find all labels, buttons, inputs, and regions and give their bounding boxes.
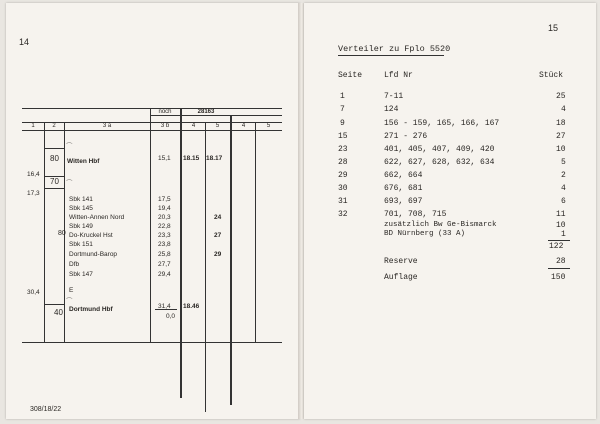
departure-cell: 27 xyxy=(214,232,222,239)
stueck-cell: 4 xyxy=(561,105,566,114)
seite-cell: 9 xyxy=(340,119,345,128)
seite-cell: 23 xyxy=(338,145,348,154)
km-cell: 0,0 xyxy=(166,313,176,320)
seite-cell: 7 xyxy=(340,105,345,114)
reserve-count: 28 xyxy=(556,257,566,266)
column-divider xyxy=(205,122,206,412)
km-cell: 27,7 xyxy=(158,261,171,268)
column-divider-bold xyxy=(230,115,232,405)
departure-cell: 18.17 xyxy=(206,155,223,162)
header-col: 3 b xyxy=(160,123,170,129)
seite-cell: 28 xyxy=(338,158,348,167)
header-train-number: 28163 xyxy=(197,109,215,115)
stueck-cell: 5 xyxy=(561,158,566,167)
station-cell: Dortmund Hbf xyxy=(69,306,113,313)
column-divider xyxy=(255,122,256,342)
left-page-number: 14 xyxy=(19,37,30,47)
seite-cell: 30 xyxy=(338,184,348,193)
speed-cell: 80 xyxy=(50,154,59,163)
station-cell: Sbk 141 xyxy=(69,196,93,203)
right-page-number: 15 xyxy=(548,23,559,33)
header-col: 3 a xyxy=(102,123,112,129)
extra-recipient-2-count: 1 xyxy=(561,230,566,239)
sum-rule xyxy=(548,268,570,269)
header-col: 1 xyxy=(31,123,35,129)
header-col: 2 xyxy=(52,123,56,129)
extra-recipient-1: zusätzlich Bw Ge-Bismarck xyxy=(384,221,497,229)
speed-cell: 40 xyxy=(54,308,63,317)
stueck-cell: 18 xyxy=(556,119,566,128)
speed-bracket xyxy=(44,304,64,305)
lfd-cell: 676, 681 xyxy=(384,184,423,193)
col-header-lfd: Lfd Nr xyxy=(384,71,413,80)
station-cell: Dortmund-Barop xyxy=(69,251,118,258)
header-col: 4 xyxy=(241,123,246,129)
arrival-cell: 18.15 xyxy=(183,155,200,162)
column-divider xyxy=(150,108,151,342)
station-cell: Witten-Annen Nord xyxy=(69,214,125,221)
header-bottom-rule xyxy=(22,130,282,131)
distribution-title: Verteiler zu Fplo 5520 xyxy=(338,44,451,54)
seite-cell: 15 xyxy=(338,132,348,141)
speed-cell: 80 xyxy=(58,230,66,237)
km-marker-cell: 17,3 xyxy=(27,190,40,197)
km-cell: 22,8 xyxy=(158,223,171,230)
km-cell: 20,3 xyxy=(158,214,171,221)
header-noch: noch xyxy=(158,109,172,115)
header-rule xyxy=(150,115,282,116)
departure-cell: 24 xyxy=(214,214,222,221)
column-divider-bold xyxy=(180,108,182,398)
seite-cell: 1 xyxy=(340,92,345,101)
extra-recipient-1-count: 10 xyxy=(556,221,566,230)
station-cell: Witten Hbf xyxy=(67,158,100,165)
lfd-cell: 124 xyxy=(384,105,399,114)
lfd-cell: 7-11 xyxy=(384,92,404,101)
track-mark: ⌒ xyxy=(66,298,73,305)
station-cell: Do-Kruckel Hst xyxy=(69,232,113,239)
km-cell: 23,3 xyxy=(158,232,171,239)
seite-cell: 32 xyxy=(338,210,348,219)
speed-bracket xyxy=(44,188,64,189)
lfd-cell: 401, 405, 407, 409, 420 xyxy=(384,145,495,154)
km-cell: 23,8 xyxy=(158,241,171,248)
lfd-cell: 156 - 159, 165, 166, 167 xyxy=(384,119,500,128)
station-cell: Sbk 151 xyxy=(69,241,93,248)
speed-cell: 70 xyxy=(50,177,59,186)
track-mark: ⌒ xyxy=(66,143,73,150)
lfd-cell: 701, 708, 715 xyxy=(384,210,447,219)
station-cell: Sbk 149 xyxy=(69,223,93,230)
km-cell: 17,5 xyxy=(158,196,171,203)
station-cell: E xyxy=(69,287,74,294)
auflage-count: 150 xyxy=(551,273,566,282)
km-marker-cell: 16,4 xyxy=(27,171,40,178)
arrival-cell: 18.46 xyxy=(183,303,200,310)
km-cell: 19,4 xyxy=(158,205,171,212)
seite-cell: 31 xyxy=(338,197,348,206)
header-col: 4 xyxy=(191,123,196,129)
station-cell: Sbk 145 xyxy=(69,205,93,212)
track-mark: ⌒ xyxy=(66,180,73,187)
lfd-cell: 693, 697 xyxy=(384,197,423,206)
stueck-cell: 6 xyxy=(561,197,566,206)
station-cell: Dfb xyxy=(69,261,80,268)
km-cell: 31,4 xyxy=(158,303,171,310)
station-cell: Sbk 147 xyxy=(69,271,93,278)
seite-cell: 29 xyxy=(338,171,348,180)
stueck-cell: 2 xyxy=(561,171,566,180)
km-cell: 15,1 xyxy=(158,155,171,162)
extra-recipient-2: BD Nürnberg (33 A) xyxy=(384,230,466,238)
lfd-cell: 622, 627, 628, 632, 634 xyxy=(384,158,495,167)
lfd-cell: 662, 664 xyxy=(384,171,423,180)
column-divider xyxy=(44,122,45,342)
stueck-cell: 25 xyxy=(556,92,566,101)
sum-rule xyxy=(548,240,570,241)
header-col: 5 xyxy=(266,123,271,129)
footer-code: 308/18/22 xyxy=(30,406,62,413)
col-header-seite: Seite xyxy=(338,71,363,80)
speed-bracket xyxy=(44,148,64,149)
auflage-label: Auflage xyxy=(384,273,418,282)
title-underline xyxy=(338,55,444,56)
stueck-cell: 27 xyxy=(556,132,566,141)
table-bottom-rule xyxy=(22,342,282,343)
col-header-stueck: Stück xyxy=(539,71,564,80)
stueck-cell: 10 xyxy=(556,145,566,154)
stueck-cell: 11 xyxy=(556,210,566,219)
km-cell: 25,8 xyxy=(158,251,171,258)
km-marker-cell: 30,4 xyxy=(27,289,40,296)
subtotal: 122 xyxy=(549,242,564,251)
reserve-label: Reserve xyxy=(384,257,418,266)
lfd-cell: 271 - 276 xyxy=(384,132,428,141)
header-col: 5 xyxy=(215,123,220,129)
departure-cell: 29 xyxy=(214,251,222,258)
stueck-cell: 4 xyxy=(561,184,566,193)
km-cell: 29,4 xyxy=(158,271,171,278)
